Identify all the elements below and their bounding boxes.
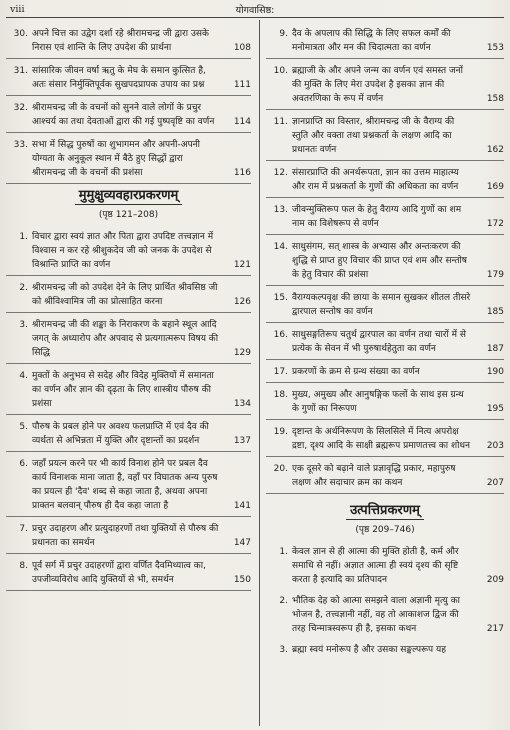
- entry-page-number: 116: [233, 168, 251, 178]
- section-page-range: (पृष्ठ 121–208): [98, 210, 159, 220]
- entry-number: 16.: [273, 330, 288, 340]
- entry-title: भौतिक देह को आत्मा समझने वाला अज्ञानी मृत्यु का भोजन है, तत्त्वज्ञानी नहीं, वह तो आकाशज द्विज की तरह चिन्मात्रस्वरूप ही है, इसका कथन: [292, 596, 460, 634]
- entry-page-number: 147: [233, 538, 251, 548]
- entry-number: 17.: [273, 367, 288, 377]
- toc-entry: [6, 420, 251, 452]
- entry-number: 3.: [19, 320, 28, 330]
- entry-title: मुख्य, अमुख्य और आनुषङ्गिक फलों के साथ इस ग्रन्थ के गुणों का निरूपण: [292, 390, 464, 414]
- toc-entry: [266, 594, 504, 639]
- entry-page-number: 217: [486, 624, 504, 634]
- toc-entry: [266, 328, 504, 360]
- toc-entry: [6, 138, 251, 184]
- entry-number: 14.: [273, 242, 288, 252]
- entry-number: 20.: [273, 464, 288, 474]
- entry-page-number: 207: [486, 478, 504, 488]
- entry-title: जीवन्मुक्तिरूप फल के हेतु वैराग्य आदि गुणों का शम नाम का विशेषरूप से वर्णन: [292, 205, 462, 229]
- toc-entry: [6, 369, 251, 415]
- toc-entry: [6, 230, 251, 276]
- entry-title: पूर्व सर्ग में प्रचुर उदाहरणों द्वारा वर्णित दैवमिथ्यात्व का, उपजीव्यविरोध आदि युक्तियों से भी, समर्थन: [32, 561, 206, 585]
- entry-page-number: 129: [233, 348, 251, 358]
- toc-entry: [6, 64, 251, 96]
- entry-page-number: 172: [486, 219, 504, 229]
- entry-number: 32.: [13, 103, 28, 113]
- entry-number: 10.: [273, 66, 288, 76]
- entry-page-number: 114: [233, 117, 251, 127]
- entry-number: 18.: [273, 390, 288, 400]
- toc-entry: [266, 388, 504, 420]
- toc-list-continued: [6, 27, 251, 184]
- entry-page-number: 195: [486, 404, 504, 414]
- entry-number: 19.: [273, 427, 288, 437]
- toc-entry: [266, 166, 504, 198]
- entry-page-number: 190: [486, 367, 504, 377]
- entry-title: सांसारिक जीवन वर्षा ऋतु के मेघ के समान कुत्सित है, अतः संसार निर्मुक्तिपूर्वक सुखपदप्रापक उपाय का प्रश्न: [32, 66, 206, 90]
- toc-entry: [266, 203, 504, 235]
- entry-title: ब्रह्माजी के और अपने जन्म का वर्णन एवं समस्त जनों की मुक्ति के लिए मेरा उपदेश है इसका ज्ञान की अवतरणिका के रूप में वर्णन: [292, 66, 463, 104]
- entry-title: पौरुष के प्रबल होने पर अवश्य फलप्राप्ति में एवं दैव की व्यर्थता से अभिन्नता में युक्ति और दृष्टान्तों का प्रदर्शन: [32, 422, 209, 446]
- entry-number: 4.: [19, 371, 28, 381]
- entry-title: श्रीरामचन्द्र जी की शङ्का के निराकरण के बहाने स्थूल आदि जगत् के अध्यारोप और अपवाद से प्रत्यगात्मरूप विषय की सिद्धि: [32, 320, 219, 358]
- toc-entry: [6, 27, 251, 59]
- toc-entry: [6, 522, 251, 554]
- entry-number: 13.: [273, 205, 288, 215]
- entry-page-number: 137: [233, 436, 251, 446]
- section-page-range: (पृष्ठ 209–746): [355, 525, 415, 535]
- entry-title: जहाँ प्रयत्न करने पर भी कार्य विनाश होने पर प्रबल दैव कार्य विनाशक माना जाता है, वहाँ पर विघातक अन्य पुरुष का प्रयत्न ही 'दैव' शब्द से कहा जाता है, अथवा अपना प्राक्तन बलवान् पौरुष ही दैव कहा जाता है: [32, 459, 218, 511]
- entry-number: 30.: [13, 29, 28, 39]
- entry-number: 2.: [19, 283, 28, 293]
- entry-title: साधुसंगम, सत् शास्त्र के अभ्यास और अन्तःकरण की शुद्धि से प्राप्त हुए विचार की प्राप्त एवं शम और सन्तोष के हेतु विचार की प्रशंसा: [292, 242, 467, 280]
- toc-list-mumukshu: [6, 230, 251, 591]
- entry-title: प्रकरणों के क्रम से ग्रन्थ संख्या का वर्णन: [292, 367, 420, 377]
- entry-title: ज्ञानप्राप्ति का विस्तार, श्रीरामचन्द्र जी के वैराग्य की स्तुति और वक्ता तथा प्रश्नकर्ता के लक्षण आदि का प्रधानतः वर्णन: [292, 117, 455, 155]
- entry-number: 9.: [279, 29, 288, 39]
- entry-title: अपने चित्त का उद्वेग दर्शा रहे श्रीरामचन्द्र जी द्वारा उसके निरास एवं शान्ति के लिए उपदेश की प्रार्थना: [32, 29, 209, 53]
- entry-number: 3.: [279, 645, 288, 655]
- entry-title: प्रचुर उदाहरण और प्रत्युदाहरणों तथा युक्तियों से पौरुष की प्रधानता का समर्थन: [32, 524, 219, 548]
- toc-entry: [266, 462, 504, 494]
- entry-number: 11.: [273, 117, 288, 127]
- entry-title: एक दूसरे को बढ़ाने वाले प्रज्ञावृद्धि प्रकार, महापुरुष लक्षण और सदाचार क्रम का कथन: [292, 464, 456, 488]
- left-column: [6, 27, 251, 596]
- section-title-mumukshu: मुमुक्षुव्यवहारप्रकरणम्: [6, 189, 251, 205]
- entry-title: ब्रह्मा स्वयं मनोरूप है और उसका सङ्कल्परूप यह: [292, 645, 447, 655]
- entry-page-number: 187: [486, 344, 504, 354]
- entry-page-number: 179: [486, 270, 504, 280]
- entry-page-number: 153: [486, 43, 504, 53]
- entry-page-number: 209: [486, 575, 504, 585]
- entry-number: 5.: [19, 422, 28, 432]
- entry-number: 31.: [13, 66, 28, 76]
- toc-entry: [266, 425, 504, 457]
- entry-number: 8.: [19, 561, 28, 571]
- entry-number: 6.: [19, 459, 28, 469]
- header-rule: [6, 17, 504, 18]
- page-header: [0, 2, 510, 18]
- entry-title: साधुसङ्गतिरूप चतुर्थ द्वारपाल का वर्णन तथा चारों में से प्रत्येक के सेवन में भी पुरुषार्थहेतुता का वर्णन: [292, 330, 466, 354]
- entry-title: संसारप्राप्ति की अनर्थरूपता, ज्ञान का उत्तम माहात्म्य और राम में प्रश्नकर्ता के गुणों की अधिकता का वर्णन: [292, 168, 459, 192]
- toc-entry: [266, 545, 504, 590]
- column-divider: [259, 20, 260, 726]
- page-number: viii: [10, 4, 25, 15]
- entry-title: दैव के अपलाप की सिद्धि के लिए सफल कर्मों की मनोमात्रता और मन की चिदात्मता का वर्णन: [292, 29, 451, 53]
- entry-page-number: 169: [486, 182, 504, 192]
- entry-title: केवल ज्ञान से ही आत्मा की मुक्ति होती है, कर्म और समाधि से नहीं। अज्ञात आत्मा ही स्वयं दृश्य की सृष्टि करता है इत्यादि का प्रतिपादन: [292, 547, 459, 585]
- entry-title: मुक्तों के अनुभव से सदेह और विदेह मुक्तियों में समानता का वर्णन और ज्ञान की दृढ़ता के लिए शास्त्रीय पौरुष की प्रशंसा: [32, 371, 214, 409]
- entry-number: 15.: [273, 293, 288, 303]
- toc-entry: [266, 115, 504, 161]
- toc-entry: [6, 318, 251, 364]
- running-title: योगवासिष्ठ:: [235, 5, 275, 16]
- toc-entry: [6, 281, 251, 313]
- entry-number: 1.: [19, 232, 28, 242]
- toc-entry: [266, 27, 504, 59]
- entry-title: दृष्टान्त के अर्थनिरूपण के सिलसिले में नित्य अपरोक्ष द्रष्टा, दृश्य आदि के साक्षी ब्रह्मरूप प्रमाणतत्त्व का शोधन: [292, 427, 470, 451]
- entry-number: 1.: [279, 547, 288, 557]
- entry-page-number: 150: [233, 575, 251, 585]
- toc-list-mumukshu-cont: [266, 27, 504, 494]
- toc-entry: [6, 101, 251, 133]
- toc-entry: [266, 240, 504, 286]
- toc-entry: [6, 559, 251, 591]
- entry-title: श्रीरामचन्द्र जी के वचनों को सुनने वाले लोगों के प्रचुर आश्चर्य का तथा देवताओं द्वारा की गई पुष्पवृष्टि का वर्णन: [32, 103, 215, 127]
- entry-page-number: 158: [486, 94, 504, 104]
- toc-entry: [266, 643, 504, 660]
- entry-page-number: 203: [486, 441, 504, 451]
- entry-number: 33.: [13, 140, 28, 150]
- toc-entry: [266, 64, 504, 110]
- entry-title: विचार द्वारा स्वयं ज्ञात और पिता द्वारा उपदिष्ट तत्त्वज्ञान में विश्वास न कर रहे श्रीशुकदेव जी को जनक के उपदेश से विश्रान्ति प्राप्ति का वर्णन: [32, 232, 214, 270]
- section-title-utpatti: उत्पत्तिप्रकरणम्: [266, 504, 504, 520]
- toc-entry: [266, 291, 504, 323]
- entry-title: वैराग्यकल्पवृक्ष की छाया के समान सुखकर शीतल तीसरे द्वारपाल सन्तोष का वर्णन: [292, 293, 471, 317]
- entry-page-number: 126: [233, 297, 251, 307]
- entry-page-number: 185: [486, 307, 504, 317]
- entry-page-number: 134: [233, 399, 251, 409]
- entry-title: सभा में सिद्ध पुरुषों का शुभागमन और अपनी-अपनी योग्यता के अनुकूल स्थान में बैठे हुए सिद्धों द्वारा श्रीरामचन्द्र जी के वचनों की प्रशंसा: [32, 140, 201, 178]
- entry-number: 12.: [273, 168, 288, 178]
- entry-page-number: 108: [233, 43, 251, 53]
- entry-page-number: 121: [233, 260, 251, 270]
- toc-list-utpatti: [266, 545, 504, 660]
- entry-page-number: 162: [486, 145, 504, 155]
- toc-entry: [266, 365, 504, 383]
- entry-number: 2.: [279, 596, 288, 606]
- entry-page-number: 111: [233, 80, 251, 90]
- entry-page-number: 141: [233, 501, 251, 511]
- toc-entry: [6, 457, 251, 517]
- right-column: [266, 27, 504, 664]
- entry-number: 7.: [19, 524, 28, 534]
- entry-title: श्रीरामचन्द्र जी को उपदेश देने के लिए प्रार्थित श्रीवसिष्ठ जी को श्रीविश्वामित्र जी का प्रोत्साहित करना: [32, 283, 218, 307]
